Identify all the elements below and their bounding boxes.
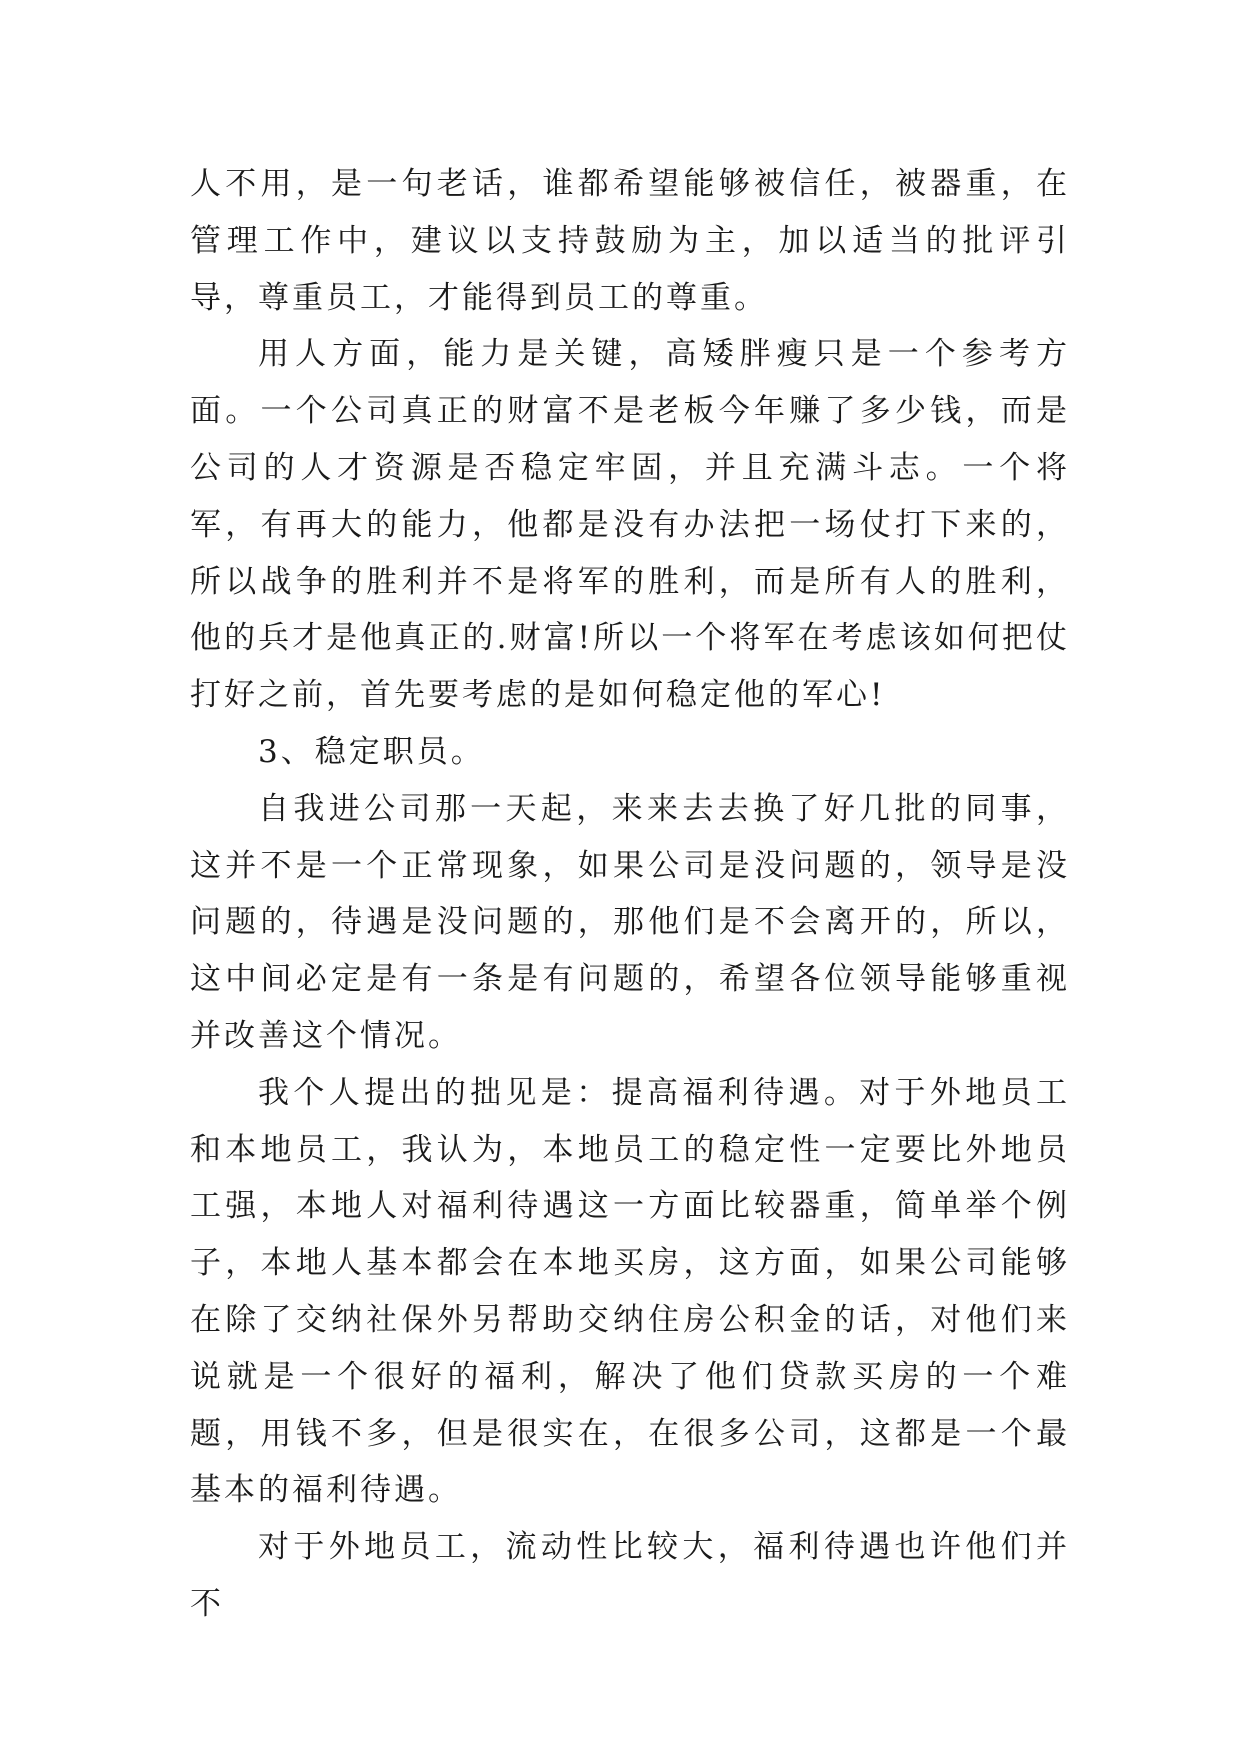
body-text	[190, 156, 1070, 1633]
paragraph-2: 用人方面，能力是关键，高矮胖瘦只是一个参考方面。一个公司真正的财富不是老板今年赚了多少钱，而是公司的人才资源是否稳定牢固，并且充满斗志。一个将军，有再大的能力，他都是没有办法把一场仗打下来的，所以战争的胜利并不是将军的胜利，而是所有人的胜利，他的兵才是他真正的.财富!所以一个将军在考虑该如何把仗打好之前，首先要考虑的是如何稳定他的军心!	[190, 336, 1070, 714]
paragraph-4: 我个人提出的拙见是：提高福利待遇。对于外地员工和本地员工，我认为，本地员工的稳定性一定要比外地员工强，本地人对福利待遇这一方面比较器重，简单举个例子，本地人基本都会在本地买房，这方面，如果公司能够在除了交纳社保外另帮助交纳住房公积金的话，对他们来说就是一个很好的福利，解决了他们贷款买房的一个难题，用钱不多，但是很实在，在很多公司，这都是一个最基本的福利待遇。	[190, 1074, 1070, 1509]
paragraph-3: 自我进公司那一天起，来来去去换了好几批的同事，这并不是一个正常现象，如果公司是没问题的，领导是没问题的，待遇是没问题的，那他们是不会离开的，所以，这中间必定是有一条是有问题的，希望各位领导能够重视并改善这个情况。	[190, 790, 1070, 1054]
paragraph-5: 对于外地员工，流动性比较大，福利待遇也许他们并不	[190, 1529, 1070, 1622]
paragraph-1: 人不用，是一句老话，谁都希望能够被信任，被器重，在管理工作中，建议以支持鼓励为主，加以适当的批评引导，尊重员工，才能得到员工的尊重。	[190, 166, 1070, 316]
section-heading-3: 3、稳定职员。	[258, 733, 485, 770]
